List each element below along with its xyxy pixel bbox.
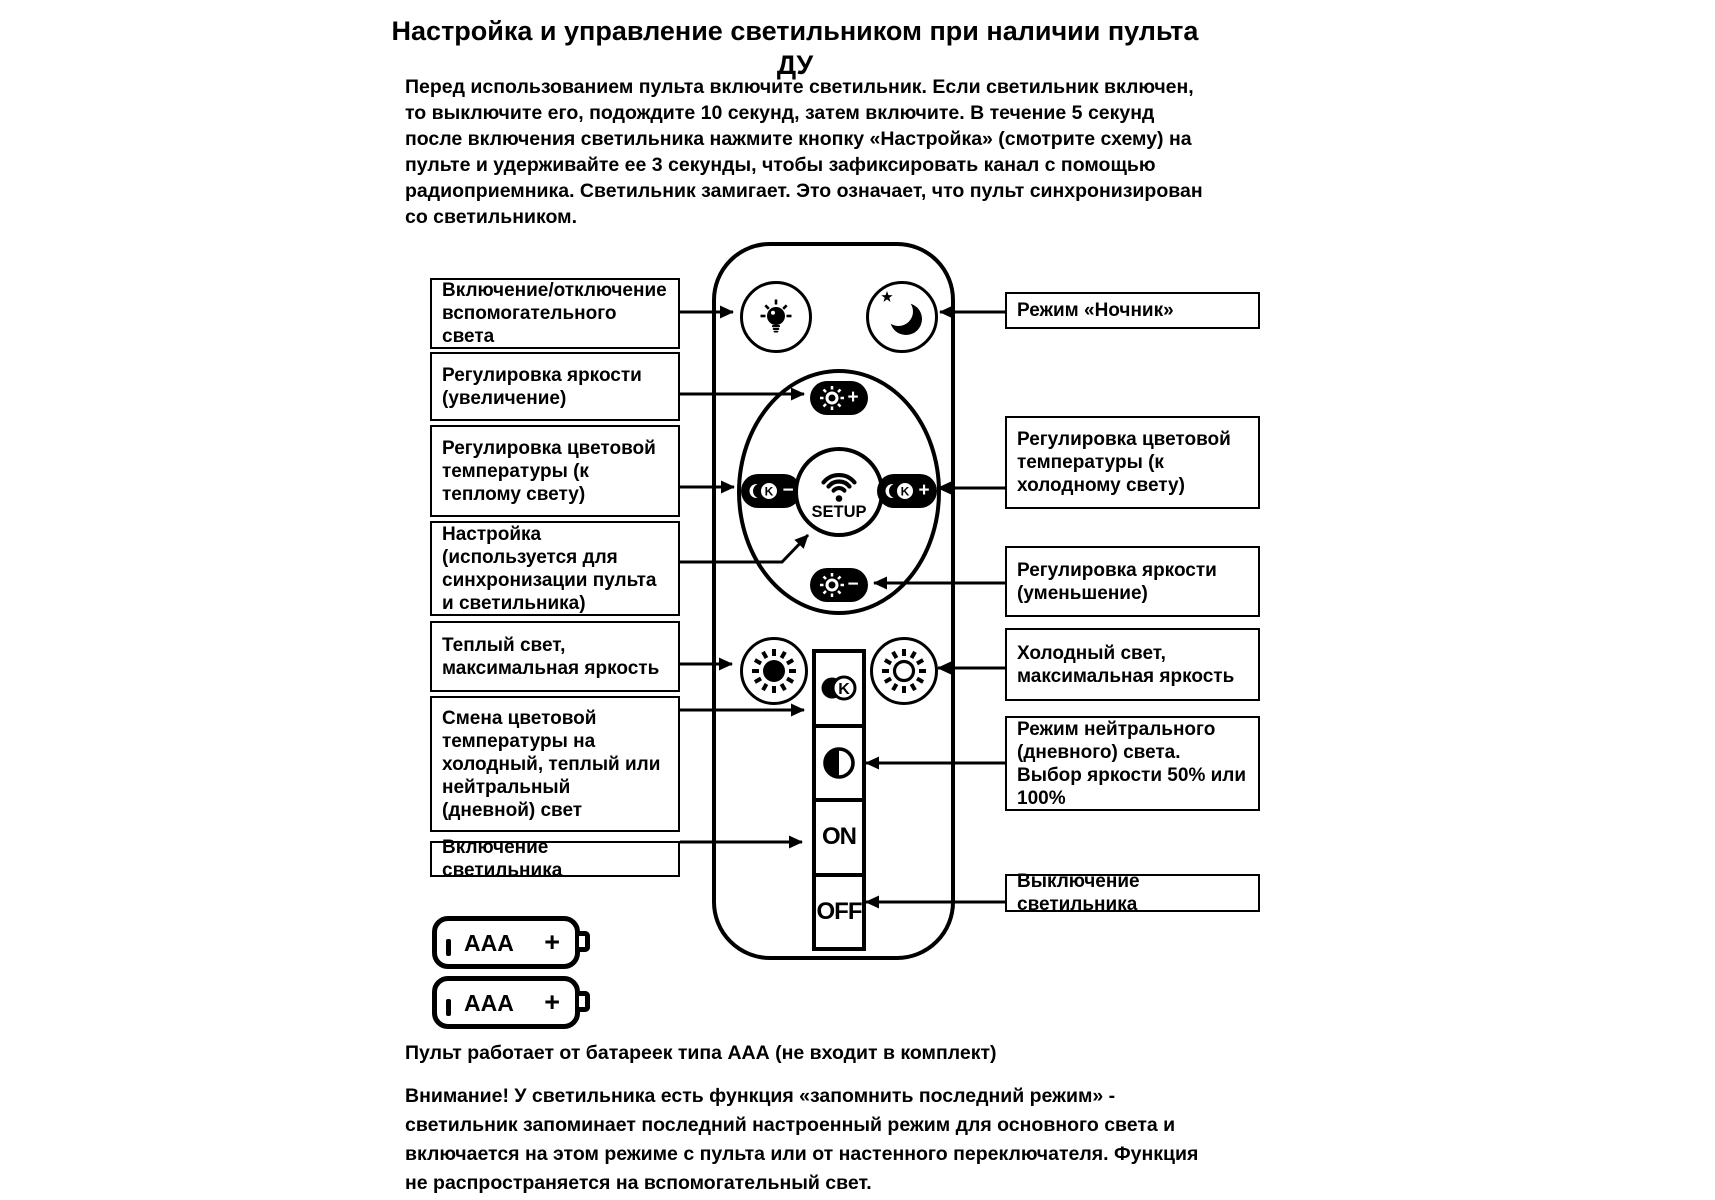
- setup-button: [794, 447, 884, 537]
- kelvin-minus-icon: [748, 480, 780, 502]
- half-circle-icon: [820, 744, 858, 782]
- callout-brightness-down: Регулировка яркости (уменьшение): [1005, 546, 1260, 617]
- battery-plus-sign: +: [544, 927, 560, 957]
- battery-nub: [579, 931, 590, 952]
- wifi-icon: [817, 465, 861, 503]
- off-button: OFF: [816, 873, 862, 948]
- plus-sign: +: [918, 479, 930, 501]
- svg-text:K: K: [765, 484, 774, 499]
- remote-control-body: [712, 242, 955, 960]
- plus-sign: +: [847, 386, 859, 408]
- cold-max-button: [870, 637, 938, 705]
- on-button: ON: [816, 798, 862, 873]
- battery-aaa-1: [432, 916, 580, 969]
- aux-light-button: [740, 281, 812, 353]
- battery-plus-sign: +: [544, 987, 560, 1017]
- battery-label: AAA: [464, 930, 514, 956]
- kelvin-circle-icon: [820, 674, 858, 702]
- brightness-down-button: [810, 568, 868, 602]
- minus-sign: −: [847, 573, 859, 595]
- callout-temp-cycle: Смена цветовой температуры на холодный, теплый или нейтральный (дневной) свет: [430, 696, 680, 832]
- kelvin-plus-icon: [884, 480, 916, 502]
- callout-aux-light: Включение/отключение вспомогательного света: [430, 278, 680, 349]
- minus-sign: −: [782, 479, 794, 501]
- battery-nub: [579, 991, 590, 1012]
- callout-power-off: Выключение светильника: [1005, 874, 1260, 912]
- night-mode-button: [866, 281, 938, 353]
- sun-plus-icon: [819, 385, 845, 411]
- callout-setup: Настройка (используется для синхронизации пульта и светильника): [430, 521, 680, 616]
- temp-warm-button: [741, 474, 801, 508]
- neutral-mode-button: [816, 724, 862, 799]
- brightness-up-button: [810, 381, 868, 415]
- battery-note: Пульт работает от батареек типа ААА (не входит в комплект): [405, 1042, 997, 1064]
- warning-paragraph: Внимание! У светильника есть функция «запомнить последний режим» - светильник запоминает последний настроенный режим для основного света и включается на этом режиме с пульта или от настенного переключателя. Функция не распространяется на вспомогательный свет.: [405, 1085, 1199, 1194]
- temp-cycle-button: [816, 653, 862, 724]
- sun-filled-icon: [747, 644, 801, 698]
- callout-cold-max: Холодный свет, максимальная яркость: [1005, 628, 1260, 701]
- callout-temp-cold: Регулировка цветовой температуры (к холодному свету): [1005, 416, 1260, 509]
- bulb-rays-icon: [753, 294, 799, 340]
- svg-text:K: K: [838, 681, 850, 699]
- page-title: Настройка и управление светильником при наличии пульта ДУ: [391, 16, 1199, 80]
- callout-temp-warm: Регулировка цветовой температуры (к теплому свету): [430, 425, 680, 517]
- sun-minus-icon: [819, 572, 845, 598]
- callout-power-on: Включение светильника: [430, 841, 680, 877]
- setup-label: SETUP: [811, 502, 867, 521]
- sun-outline-icon: [877, 644, 931, 698]
- callout-neutral-mode: Режим нейтрального (дневного) света. Выбор яркости 50% или 100%: [1005, 716, 1260, 811]
- moon-star-icon: [870, 285, 934, 349]
- callout-brightness-up: Регулировка яркости (увеличение): [430, 352, 680, 421]
- warm-max-button: [740, 637, 808, 705]
- battery-minus-terminal: [446, 999, 451, 1016]
- battery-label: AAA: [464, 990, 514, 1016]
- temp-cold-button: [877, 474, 937, 508]
- intro-paragraph: Перед использованием пульта включите светильник. Если светильник включен, то выключите его, подождите 10 секунд, затем включите. В течение 5 секунд после включения светильника нажмите кнопку «Настройка» (смотрите схему) на пульте и удерживайте ее 3 секунды, чтобы зафиксировать канал с помощью радиоприемника. Светильник замигает. Это означает, что пульт синхронизирован со светильником.: [405, 76, 1203, 228]
- svg-text:K: K: [901, 484, 910, 499]
- battery-aaa-2: [432, 976, 580, 1029]
- battery-minus-terminal: [446, 939, 451, 956]
- callout-warm-max: Теплый свет, максимальная яркость: [430, 621, 680, 692]
- callout-night-mode: Режим «Ночник»: [1005, 292, 1260, 329]
- button-column: [812, 649, 866, 951]
